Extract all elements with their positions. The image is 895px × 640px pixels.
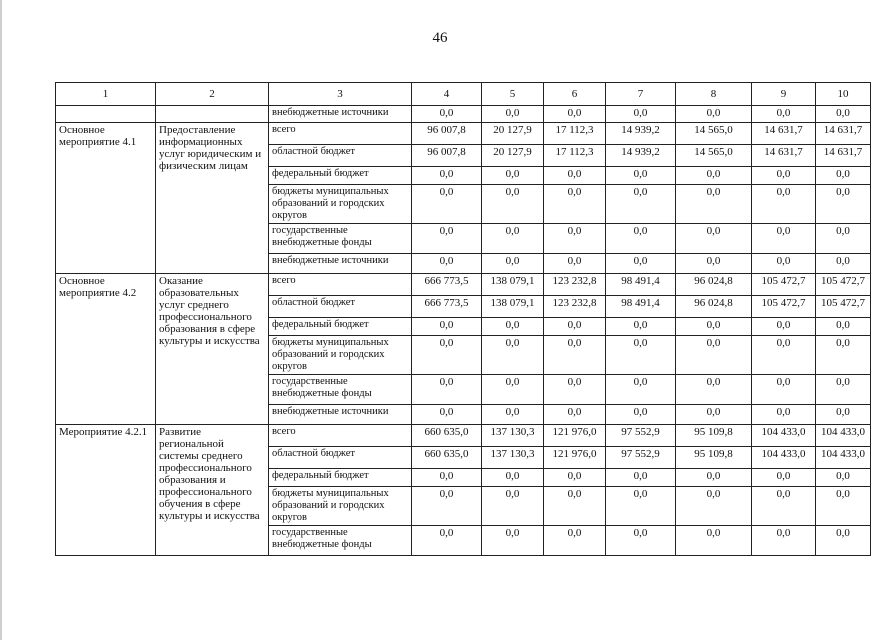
value-cell: 104 433,0 bbox=[816, 425, 871, 447]
value-cell: 14 939,2 bbox=[606, 123, 676, 145]
value-cell: 0,0 bbox=[482, 224, 544, 254]
event-description: Развитие региональной системы среднего профессионального образования и профессионального обучения в сфере культуры и искусства bbox=[156, 425, 269, 556]
value-cell: 0,0 bbox=[606, 185, 676, 224]
value-cell: 14 565,0 bbox=[676, 123, 752, 145]
value-cell: 0,0 bbox=[544, 318, 606, 336]
value-cell: 666 773,5 bbox=[412, 274, 482, 296]
event-name: Основное мероприятие 4.1 bbox=[56, 123, 156, 274]
column-header: 4 bbox=[412, 83, 482, 106]
table-header bbox=[56, 83, 871, 106]
value-cell: 20 127,9 bbox=[482, 145, 544, 167]
value-cell: 0,0 bbox=[676, 106, 752, 123]
value-cell: 0,0 bbox=[412, 405, 482, 425]
value-cell: 96 007,8 bbox=[412, 145, 482, 167]
value-cell: 104 433,0 bbox=[752, 425, 816, 447]
value-cell: 0,0 bbox=[482, 106, 544, 123]
value-cell: 0,0 bbox=[816, 487, 871, 526]
value-cell: 666 773,5 bbox=[412, 296, 482, 318]
value-cell: 0,0 bbox=[544, 185, 606, 224]
value-cell: 0,0 bbox=[606, 336, 676, 375]
value-cell: 0,0 bbox=[544, 469, 606, 487]
value-cell: 0,0 bbox=[816, 336, 871, 375]
value-cell: 0,0 bbox=[676, 375, 752, 405]
value-cell: 96 024,8 bbox=[676, 274, 752, 296]
value-cell: 121 976,0 bbox=[544, 447, 606, 469]
value-cell: 0,0 bbox=[544, 487, 606, 526]
funding-source: бюджеты муниципальных образований и городских округов bbox=[269, 185, 412, 224]
value-cell: 14 939,2 bbox=[606, 145, 676, 167]
funding-source: всего bbox=[269, 123, 412, 145]
value-cell: 0,0 bbox=[752, 336, 816, 375]
value-cell: 0,0 bbox=[676, 224, 752, 254]
value-cell: 0,0 bbox=[752, 405, 816, 425]
value-cell: 105 472,7 bbox=[752, 274, 816, 296]
funding-source: областной бюджет bbox=[269, 296, 412, 318]
column-header: 10 bbox=[816, 83, 871, 106]
value-cell: 104 433,0 bbox=[752, 447, 816, 469]
value-cell: 0,0 bbox=[676, 469, 752, 487]
value-cell: 95 109,8 bbox=[676, 447, 752, 469]
column-header: 9 bbox=[752, 83, 816, 106]
value-cell: 0,0 bbox=[412, 318, 482, 336]
value-cell: 95 109,8 bbox=[676, 425, 752, 447]
table-body bbox=[56, 106, 871, 556]
value-cell: 0,0 bbox=[482, 318, 544, 336]
value-cell: 0,0 bbox=[752, 167, 816, 185]
funding-source: федеральный бюджет bbox=[269, 469, 412, 487]
value-cell: 0,0 bbox=[412, 254, 482, 274]
event-name: Мероприятие 4.2.1 bbox=[56, 425, 156, 556]
value-cell: 14 631,7 bbox=[752, 145, 816, 167]
value-cell: 0,0 bbox=[482, 405, 544, 425]
value-cell: 0,0 bbox=[752, 224, 816, 254]
table-row bbox=[56, 106, 871, 123]
value-cell: 0,0 bbox=[544, 375, 606, 405]
value-cell: 97 552,9 bbox=[606, 447, 676, 469]
value-cell: 0,0 bbox=[816, 254, 871, 274]
value-cell: 0,0 bbox=[816, 405, 871, 425]
value-cell: 105 472,7 bbox=[752, 296, 816, 318]
value-cell: 0,0 bbox=[544, 405, 606, 425]
value-cell: 0,0 bbox=[412, 469, 482, 487]
value-cell: 17 112,3 bbox=[544, 145, 606, 167]
event-description: Оказание образовательных услуг среднего профессионального образования в сфере культуры и искусства bbox=[156, 274, 269, 425]
event-name: Основное мероприятие 4.2 bbox=[56, 274, 156, 425]
value-cell: 660 635,0 bbox=[412, 425, 482, 447]
value-cell: 123 232,8 bbox=[544, 274, 606, 296]
value-cell: 0,0 bbox=[412, 336, 482, 375]
value-cell: 0,0 bbox=[412, 487, 482, 526]
value-cell: 0,0 bbox=[752, 185, 816, 224]
budget-table bbox=[55, 82, 871, 556]
funding-source: всего bbox=[269, 274, 412, 296]
value-cell: 137 130,3 bbox=[482, 447, 544, 469]
value-cell: 0,0 bbox=[752, 375, 816, 405]
value-cell: 0,0 bbox=[676, 318, 752, 336]
value-cell: 138 079,1 bbox=[482, 274, 544, 296]
value-cell: 0,0 bbox=[482, 185, 544, 224]
value-cell: 0,0 bbox=[482, 375, 544, 405]
funding-source: внебюджетные источники bbox=[269, 254, 412, 274]
value-cell: 0,0 bbox=[676, 254, 752, 274]
value-cell: 97 552,9 bbox=[606, 425, 676, 447]
table-row bbox=[56, 425, 871, 447]
value-cell: 0,0 bbox=[544, 336, 606, 375]
value-cell: 0,0 bbox=[816, 375, 871, 405]
table-row bbox=[56, 123, 871, 145]
column-header: 3 bbox=[269, 83, 412, 106]
value-cell: 0,0 bbox=[606, 405, 676, 425]
value-cell: 20 127,9 bbox=[482, 123, 544, 145]
value-cell: 0,0 bbox=[816, 106, 871, 123]
column-header: 7 bbox=[606, 83, 676, 106]
value-cell: 0,0 bbox=[606, 469, 676, 487]
funding-source: областной бюджет bbox=[269, 145, 412, 167]
value-cell: 0,0 bbox=[676, 405, 752, 425]
column-header: 5 bbox=[482, 83, 544, 106]
value-cell: 105 472,7 bbox=[816, 274, 871, 296]
value-cell: 96 007,8 bbox=[412, 123, 482, 145]
value-cell: 0,0 bbox=[482, 526, 544, 556]
funding-source: внебюджетные источники bbox=[269, 405, 412, 425]
funding-source: государственные внебюджетные фонды bbox=[269, 375, 412, 405]
value-cell: 0,0 bbox=[816, 318, 871, 336]
value-cell: 0,0 bbox=[816, 185, 871, 224]
funding-source: государственные внебюджетные фонды bbox=[269, 224, 412, 254]
value-cell: 0,0 bbox=[606, 375, 676, 405]
value-cell: 0,0 bbox=[544, 526, 606, 556]
value-cell: 123 232,8 bbox=[544, 296, 606, 318]
value-cell: 121 976,0 bbox=[544, 425, 606, 447]
value-cell: 0,0 bbox=[676, 167, 752, 185]
value-cell: 0,0 bbox=[482, 469, 544, 487]
value-cell: 660 635,0 bbox=[412, 447, 482, 469]
value-cell: 0,0 bbox=[752, 318, 816, 336]
value-cell: 0,0 bbox=[544, 224, 606, 254]
value-cell: 0,0 bbox=[606, 318, 676, 336]
table-row bbox=[56, 274, 871, 296]
value-cell: 0,0 bbox=[482, 487, 544, 526]
page-left-edge bbox=[0, 0, 2, 640]
value-cell: 138 079,1 bbox=[482, 296, 544, 318]
value-cell: 0,0 bbox=[752, 487, 816, 526]
value-cell: 0,0 bbox=[544, 106, 606, 123]
funding-source: федеральный бюджет bbox=[269, 318, 412, 336]
value-cell: 137 130,3 bbox=[482, 425, 544, 447]
funding-source: всего bbox=[269, 425, 412, 447]
column-header: 2 bbox=[156, 83, 269, 106]
event-description: Предоставление информационных услуг юридическим и физическим лицам bbox=[156, 123, 269, 274]
value-cell: 0,0 bbox=[816, 224, 871, 254]
value-cell: 14 631,7 bbox=[816, 123, 871, 145]
value-cell: 0,0 bbox=[412, 375, 482, 405]
value-cell: 0,0 bbox=[816, 167, 871, 185]
value-cell: 0,0 bbox=[752, 469, 816, 487]
value-cell: 0,0 bbox=[752, 254, 816, 274]
value-cell: 0,0 bbox=[606, 224, 676, 254]
value-cell: 0,0 bbox=[606, 254, 676, 274]
funding-source: бюджеты муниципальных образований и городских округов bbox=[269, 336, 412, 375]
value-cell: 0,0 bbox=[482, 336, 544, 375]
value-cell: 0,0 bbox=[676, 185, 752, 224]
value-cell: 0,0 bbox=[606, 167, 676, 185]
value-cell: 0,0 bbox=[544, 254, 606, 274]
value-cell: 0,0 bbox=[816, 469, 871, 487]
value-cell: 17 112,3 bbox=[544, 123, 606, 145]
column-header: 1 bbox=[56, 83, 156, 106]
value-cell: 0,0 bbox=[412, 526, 482, 556]
value-cell: 14 565,0 bbox=[676, 145, 752, 167]
funding-source: внебюджетные источники bbox=[269, 106, 412, 123]
value-cell: 0,0 bbox=[482, 254, 544, 274]
value-cell: 0,0 bbox=[606, 487, 676, 526]
value-cell: 0,0 bbox=[544, 167, 606, 185]
value-cell: 0,0 bbox=[412, 106, 482, 123]
funding-source: бюджеты муниципальных образований и городских округов bbox=[269, 487, 412, 526]
funding-source: областной бюджет bbox=[269, 447, 412, 469]
value-cell: 0,0 bbox=[752, 526, 816, 556]
value-cell: 0,0 bbox=[606, 526, 676, 556]
value-cell: 0,0 bbox=[412, 185, 482, 224]
empty-cell bbox=[56, 106, 156, 123]
value-cell: 0,0 bbox=[482, 167, 544, 185]
page-number: 46 bbox=[432, 30, 448, 46]
value-cell: 14 631,7 bbox=[752, 123, 816, 145]
value-cell: 0,0 bbox=[752, 106, 816, 123]
funding-source: федеральный бюджет bbox=[269, 167, 412, 185]
column-header: 6 bbox=[544, 83, 606, 106]
value-cell: 0,0 bbox=[676, 487, 752, 526]
header-row bbox=[56, 83, 871, 106]
value-cell: 0,0 bbox=[676, 526, 752, 556]
value-cell: 0,0 bbox=[676, 336, 752, 375]
value-cell: 0,0 bbox=[816, 526, 871, 556]
value-cell: 98 491,4 bbox=[606, 296, 676, 318]
value-cell: 14 631,7 bbox=[816, 145, 871, 167]
empty-cell bbox=[156, 106, 269, 123]
value-cell: 105 472,7 bbox=[816, 296, 871, 318]
value-cell: 0,0 bbox=[412, 167, 482, 185]
column-header: 8 bbox=[676, 83, 752, 106]
value-cell: 96 024,8 bbox=[676, 296, 752, 318]
funding-source: государственные внебюджетные фонды bbox=[269, 526, 412, 556]
value-cell: 0,0 bbox=[412, 224, 482, 254]
value-cell: 98 491,4 bbox=[606, 274, 676, 296]
value-cell: 0,0 bbox=[606, 106, 676, 123]
value-cell: 104 433,0 bbox=[816, 447, 871, 469]
